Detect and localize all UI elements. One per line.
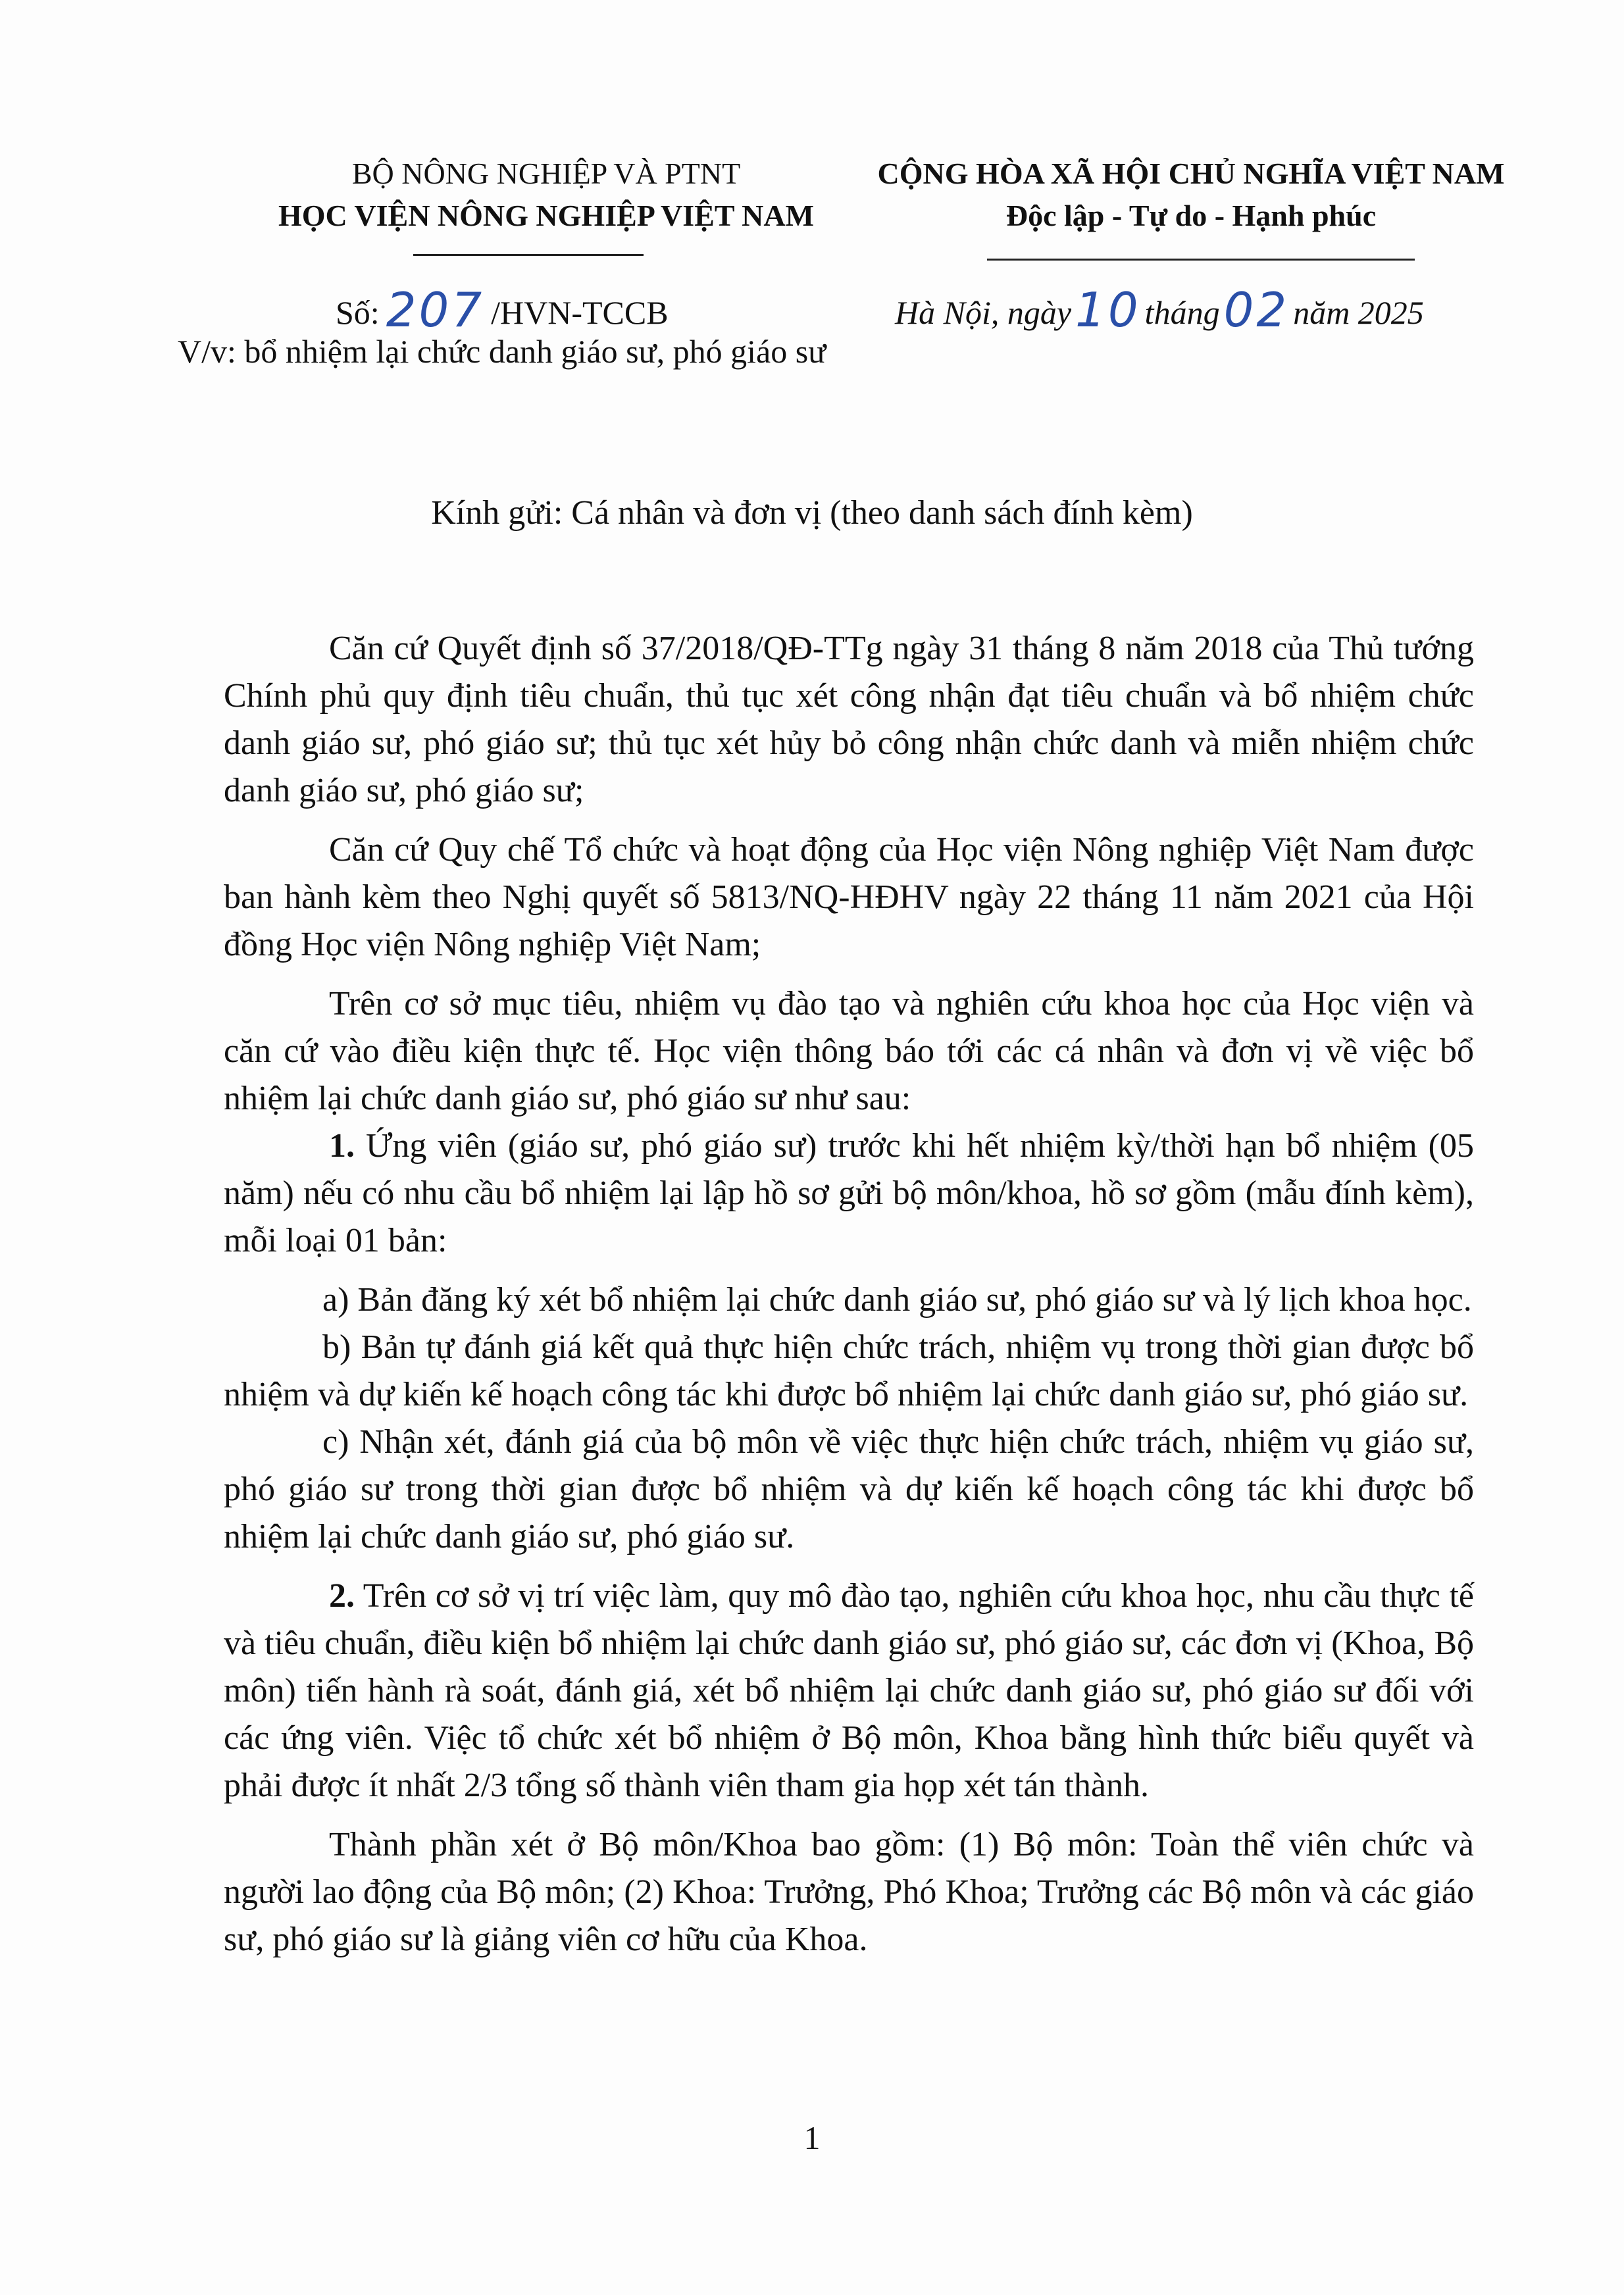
- section-1-number: 1.: [329, 1127, 355, 1165]
- item-b: b) Bản tự đánh giá kết quả thực hiện chức trách, nhiệm vụ trong thời gian được bổ nhiệm và dự kiến kế hoạch công tác khi được bổ nhiệm lại chức danh giáo sư, phó giáo sư.: [224, 1328, 1474, 1413]
- so-suffix: /HVN-TCCB: [491, 294, 669, 331]
- handwritten-day: 10: [1075, 282, 1141, 338]
- section-2: [224, 1573, 1474, 1809]
- date-month-label: tháng: [1144, 294, 1220, 331]
- issuer-underline: [413, 254, 644, 256]
- country-name: CỘNG HÒA XÃ HỘI CHỦ NGHĨA VIỆT NAM: [877, 157, 1505, 190]
- institution-name: HỌC VIỆN NÔNG NGHIỆP VIỆT NAM: [278, 199, 815, 232]
- paragraph-3: Trên cơ sở mục tiêu, nhiệm vụ đào tạo và nghiên cứu khoa học của Học viện và căn cứ vào điều kiện thực tế. Học viện thông báo tới các cá nhân và đơn vị về việc bổ nhiệm lại chức danh giáo sư, phó giáo sư như sau:: [224, 985, 1474, 1117]
- paragraph-1: Căn cứ Quyết định số 37/2018/QĐ-TTg ngày 31 tháng 8 năm 2018 của Thủ tướng Chính phủ quy định tiêu chuẩn, thủ tục xét công nhận đạt tiêu chuẩn và bổ nhiệm chức danh giáo sư, phó giáo sư; thủ tục xét hủy bỏ công nhận chức danh và miễn nhiệm chức danh giáo sư, phó giáo sư;: [224, 630, 1474, 809]
- document-subject: V/v: bổ nhiệm lại chức danh giáo sư, phó giáo sư: [178, 333, 826, 370]
- date-year: năm 2025: [1293, 294, 1424, 331]
- section-2-text: Trên cơ sở vị trí việc làm, quy mô đào tạo, nghiên cứu khoa học, nhu cầu thực tế và tiêu chuẩn, điều kiện bổ nhiệm lại chức danh giáo sư, phó giáo sư, các đơn vị (Khoa, Bộ môn) tiến hành rà soát, đánh giá, xét bổ nhiệm lại chức danh giáo sư, phó giáo sư đối với các ứng viên. Việc tổ chức xét bổ nhiệm ở Bộ môn, Khoa bằng hình thức biểu quyết và phải được ít nhất 2/3 tổng số thành viên tham gia họp xét tán thành.: [224, 1577, 1474, 1804]
- date-place: Hà Nội, ngày: [895, 294, 1072, 331]
- item-c: c) Nhận xét, đánh giá của bộ môn về việc thực hiện chức trách, nhiệm vụ giáo sư, phó giáo sư trong thời gian được bổ nhiệm và dự kiến kế hoạch công tác khi được bổ nhiệm lại chức danh giáo sư, phó giáo sư.: [224, 1423, 1474, 1555]
- item-a: a) Bản đăng ký xét bổ nhiệm lại chức danh giáo sư, phó giáo sư và lý lịch khoa học.: [322, 1281, 1472, 1319]
- document-number: [336, 280, 669, 338]
- recipient-line: Kính gửi: Cá nhân và đơn vị (theo danh sách đính kèm): [431, 494, 1193, 532]
- page-number: 1: [803, 2119, 821, 2156]
- paragraph-2: Căn cứ Quy chế Tổ chức và hoạt động của Học viện Nông nghiệp Việt Nam được ban hành kèm theo Nghị quyết số 5813/NQ-HĐHV ngày 22 tháng 11 năm 2021 của Hội đồng Học viện Nông nghiệp Việt Nam;: [224, 831, 1474, 963]
- issuer-block: [197, 153, 895, 237]
- section-1: [224, 1122, 1474, 1265]
- section-1-text: Ứng viên (giáo sư, phó giáo sư) trước khi hết nhiệm kỳ/thời hạn bổ nhiệm (05 năm) nếu có nhu cầu bổ nhiệm lại lập hồ sơ gửi bộ môn/khoa, hồ sơ gồm (mẫu đính kèm), mỗi loại 01 bản:: [224, 1127, 1474, 1259]
- section-2-number: 2.: [329, 1577, 355, 1615]
- handwritten-month: 02: [1223, 282, 1290, 338]
- so-label: Số:: [336, 294, 380, 331]
- document-body: [224, 625, 1474, 1963]
- ministry-name: BỘ NÔNG NGHIỆP VÀ PTNT: [351, 157, 741, 190]
- handwritten-number: 207: [386, 282, 485, 338]
- national-header: [849, 153, 1533, 237]
- document-date: [895, 280, 1424, 338]
- motto-underline: [987, 259, 1415, 261]
- paragraph-composition: Thành phần xét ở Bộ môn/Khoa bao gồm: (1) Bộ môn: Toàn thể viên chức và người lao động của Bộ môn; (2) Khoa: Trưởng, Phó Khoa; Trưởng các Bộ môn và các giáo sư, phó giáo sư là giảng viên cơ hữu của Khoa.: [224, 1826, 1474, 1958]
- national-motto: Độc lập - Tự do - Hạnh phúc: [1005, 199, 1377, 232]
